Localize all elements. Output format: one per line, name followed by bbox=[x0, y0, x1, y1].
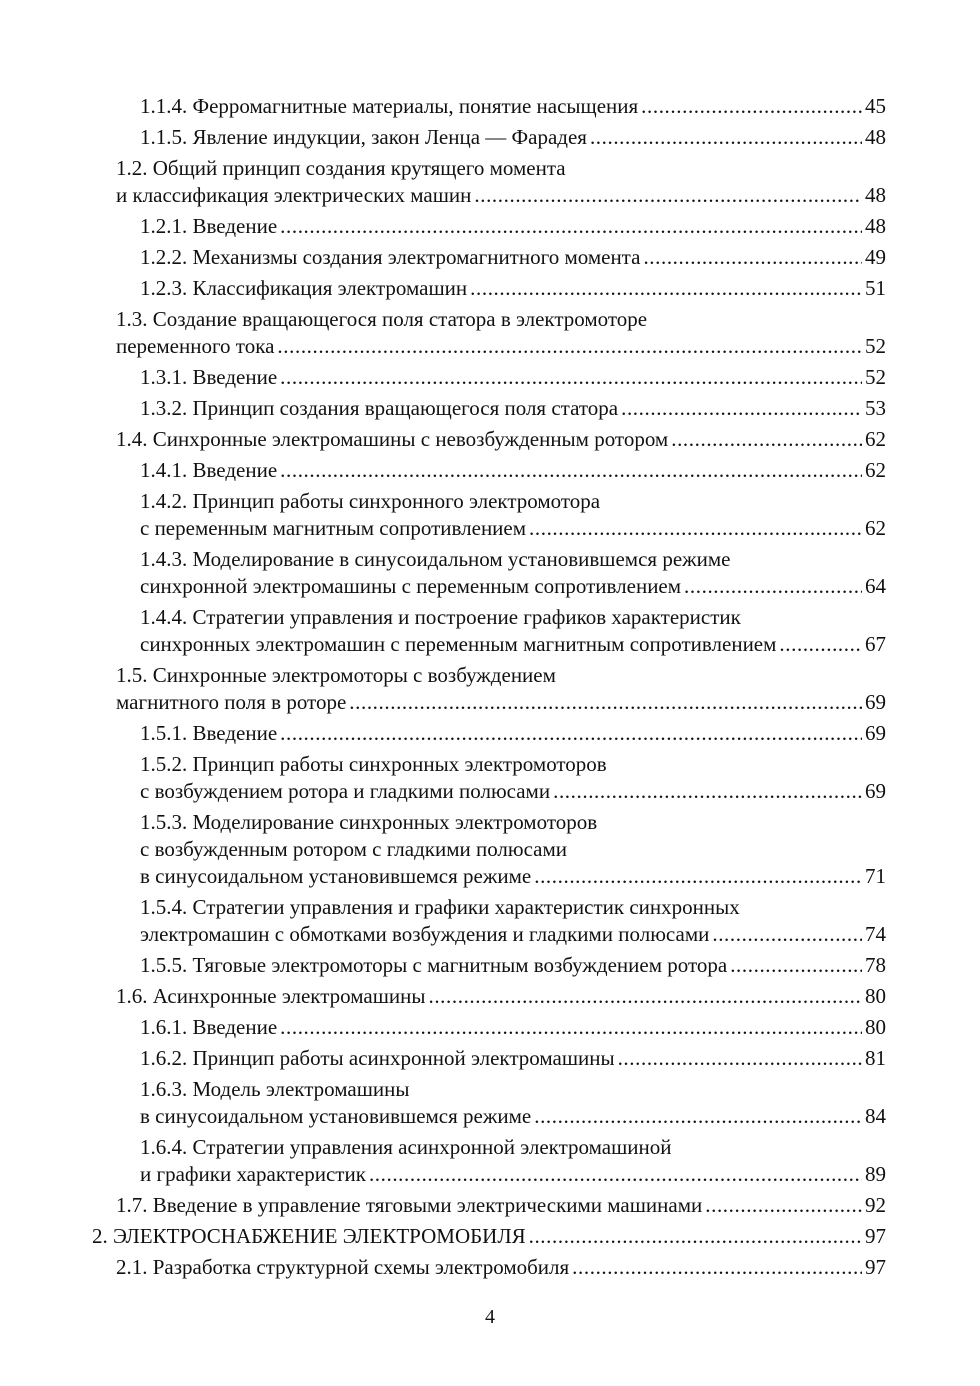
toc-entry[interactable] bbox=[92, 1223, 886, 1250]
toc-leader-dots bbox=[529, 1223, 862, 1250]
toc-entry-title: переменного тока bbox=[116, 334, 275, 358]
toc-page-number: 48 bbox=[865, 125, 886, 149]
toc-entry[interactable] bbox=[140, 488, 886, 542]
toc-leader-dots bbox=[277, 333, 862, 360]
toc-leader-dots bbox=[671, 426, 862, 453]
toc-entry-title: с возбужденным ротором с гладкими полюсами bbox=[140, 837, 568, 861]
toc-page-number: 64 bbox=[865, 574, 886, 598]
toc-leader-dots bbox=[349, 689, 862, 716]
toc-entry-title: 1.1.4. Ферромагнитные материалы, понятие насыщения bbox=[140, 94, 639, 118]
toc-entry[interactable] bbox=[140, 751, 886, 805]
toc-entry[interactable] bbox=[140, 546, 886, 600]
toc-entry[interactable] bbox=[116, 426, 886, 453]
toc-entry[interactable] bbox=[140, 457, 886, 484]
toc-entry-title: 1.4. Синхронные электромашины с невозбужденным ротором bbox=[116, 427, 669, 451]
toc-page-number: 52 bbox=[865, 365, 886, 389]
toc-page-number: 69 bbox=[865, 690, 886, 714]
toc-entry[interactable] bbox=[116, 983, 886, 1010]
toc-entry[interactable] bbox=[140, 894, 886, 948]
toc-leader-dots bbox=[621, 395, 862, 422]
toc-entry-title: в синусоидальном установившемся режиме bbox=[140, 1104, 532, 1128]
toc-leader-dots bbox=[643, 244, 862, 271]
toc-entry[interactable] bbox=[116, 1192, 886, 1219]
toc-entry-title: 1.5.2. Принцип работы синхронных электромоторов bbox=[140, 752, 607, 776]
toc-page-number: 62 bbox=[865, 458, 886, 482]
toc-entry-title: 1.1.5. Явление индукции, закон Ленца — Фарадея bbox=[140, 125, 587, 149]
toc-page-number: 49 bbox=[865, 245, 886, 269]
toc-leader-dots bbox=[730, 952, 862, 979]
toc-entry[interactable] bbox=[140, 395, 886, 422]
toc-entry[interactable] bbox=[140, 364, 886, 391]
toc-page-number: 51 bbox=[865, 276, 886, 300]
toc-leader-dots bbox=[280, 1014, 862, 1041]
toc-page-number: 78 bbox=[865, 953, 886, 977]
toc-leader-dots bbox=[529, 515, 862, 542]
toc-entry-title: 1.6.4. Стратегии управления асинхронной электромашиной bbox=[140, 1135, 672, 1159]
toc-leader-dots bbox=[779, 631, 862, 658]
toc-page-number: 69 bbox=[865, 721, 886, 745]
toc-entry-title: 1.6.3. Модель электромашины bbox=[140, 1077, 410, 1101]
toc-page-number: 97 bbox=[865, 1224, 886, 1248]
toc-entry-title: 1.5.3. Моделирование синхронных электромоторов bbox=[140, 810, 598, 834]
toc-page-number: 92 bbox=[865, 1193, 886, 1217]
toc-entry[interactable] bbox=[140, 213, 886, 240]
toc-entry-title: синхронных электромашин с переменным магнитным сопротивлением bbox=[140, 632, 777, 656]
toc-entry[interactable] bbox=[140, 1045, 886, 1072]
toc-entry-title: 1.3.1. Введение bbox=[140, 365, 278, 389]
toc-entry-title: 1.2.1. Введение bbox=[140, 214, 278, 238]
toc-page-number: 69 bbox=[865, 779, 886, 803]
toc-leader-dots bbox=[641, 93, 862, 120]
toc-page-number: 62 bbox=[865, 427, 886, 451]
toc-leader-dots bbox=[428, 983, 862, 1010]
toc-page-number: 45 bbox=[865, 94, 886, 118]
toc-entry[interactable] bbox=[116, 662, 886, 716]
toc-entry-title: с переменным магнитным сопротивлением bbox=[140, 516, 527, 540]
toc-entry-title: 1.2.3. Классификация электромашин bbox=[140, 276, 468, 300]
toc-page-number: 62 bbox=[865, 516, 886, 540]
toc-entry-title: магнитного поля в роторе bbox=[116, 690, 347, 714]
toc-entry[interactable] bbox=[116, 306, 886, 360]
toc-page-number: 48 bbox=[865, 214, 886, 238]
toc-leader-dots bbox=[280, 720, 862, 747]
toc-entry-title: 1.3. Создание вращающегося поля статора в электромоторе bbox=[116, 307, 648, 331]
toc-entry-title: электромашин с обмотками возбуждения и гладкими полюсами bbox=[140, 922, 710, 946]
toc-entry[interactable] bbox=[116, 155, 886, 209]
toc-leader-dots bbox=[590, 124, 862, 151]
toc-entry[interactable] bbox=[140, 604, 886, 658]
toc-leader-dots bbox=[572, 1254, 862, 1281]
toc-entry[interactable] bbox=[140, 952, 886, 979]
toc-leader-dots bbox=[534, 1103, 862, 1130]
toc-leader-dots bbox=[280, 213, 862, 240]
toc-entry-title: 1.4.2. Принцип работы синхронного электромотора bbox=[140, 489, 601, 513]
toc-entry-title: 1.4.1. Введение bbox=[140, 458, 278, 482]
toc-entry-title: и графики характеристик bbox=[140, 1162, 366, 1186]
toc-page-number: 89 bbox=[865, 1162, 886, 1186]
toc-entry-title: 1.3.2. Принцип создания вращающегося поля статора bbox=[140, 396, 619, 420]
toc-leader-dots bbox=[369, 1161, 862, 1188]
toc-leader-dots bbox=[474, 182, 862, 209]
toc-leader-dots bbox=[618, 1045, 862, 1072]
toc-entry-title: 1.5. Синхронные электромоторы с возбуждением bbox=[116, 663, 556, 687]
toc-entry-title: в синусоидальном установившемся режиме bbox=[140, 864, 532, 888]
toc-page-number: 81 bbox=[865, 1046, 886, 1070]
toc-entry-title: 1.6.1. Введение bbox=[140, 1015, 278, 1039]
toc-leader-dots bbox=[470, 275, 862, 302]
toc-page-number: 84 bbox=[865, 1104, 886, 1128]
toc-entry-title: 2. ЭЛЕКТРОСНАБЖЕНИЕ ЭЛЕКТРОМОБИЛЯ bbox=[92, 1224, 526, 1248]
toc-page-number: 53 bbox=[865, 396, 886, 420]
toc-page-number: 48 bbox=[865, 183, 886, 207]
toc-page-number: 74 bbox=[865, 922, 886, 946]
toc-entry-title: 1.7. Введение в управление тяговыми электрическими машинами bbox=[116, 1193, 703, 1217]
toc-leader-dots bbox=[553, 778, 862, 805]
toc-entry-title: 1.5.4. Стратегии управления и графики характеристик синхронных bbox=[140, 895, 740, 919]
toc-leader-dots bbox=[684, 573, 862, 600]
toc-entry[interactable] bbox=[140, 1014, 886, 1041]
toc-page-number: 80 bbox=[865, 984, 886, 1008]
toc-leader-dots bbox=[534, 863, 862, 890]
toc-leader-dots bbox=[280, 364, 862, 391]
toc-entry-title: синхронной электромашины с переменным сопротивлением bbox=[140, 574, 682, 598]
toc-entry-title: 2.1. Разработка структурной схемы электромобиля bbox=[116, 1255, 570, 1279]
toc-entry[interactable] bbox=[140, 809, 886, 890]
toc-leader-dots bbox=[712, 921, 862, 948]
toc-page-number: 67 bbox=[865, 632, 886, 656]
toc-entry-title: 1.2.2. Механизмы создания электромагнитного момента bbox=[140, 245, 641, 269]
toc-entry-title: 1.6.2. Принцип работы асинхронной электромашины bbox=[140, 1046, 615, 1070]
toc-entry[interactable] bbox=[140, 1134, 886, 1188]
toc-entry[interactable] bbox=[140, 1076, 886, 1130]
toc-page-number: 52 bbox=[865, 334, 886, 358]
toc-leader-dots bbox=[705, 1192, 862, 1219]
toc-entry[interactable] bbox=[140, 720, 886, 747]
toc-entry-title: 1.2. Общий принцип создания крутящего момента bbox=[116, 156, 566, 180]
toc-entry-title: 1.4.4. Стратегии управления и построение графиков характеристик bbox=[140, 605, 741, 629]
toc-entry[interactable] bbox=[140, 93, 886, 120]
toc-page-number: 80 bbox=[865, 1015, 886, 1039]
toc-entry-title: 1.6. Асинхронные электромашины bbox=[116, 984, 426, 1008]
toc-leader-dots bbox=[280, 457, 862, 484]
toc-entry[interactable] bbox=[140, 124, 886, 151]
toc-entry[interactable] bbox=[140, 244, 886, 271]
toc-entry-title: 1.5.1. Введение bbox=[140, 721, 278, 745]
toc-entry-title: 1.4.3. Моделирование в синусоидальном установившемся режиме bbox=[140, 547, 731, 571]
toc-page-number: 71 bbox=[865, 864, 886, 888]
toc-entry-title: с возбуждением ротора и гладкими полюсами bbox=[140, 779, 551, 803]
page-number: 4 bbox=[485, 1306, 495, 1328]
toc-entry-title: 1.5.5. Тяговые электромоторы с магнитным возбуждением ротора bbox=[140, 953, 728, 977]
toc-entry-title: и классификация электрических машин bbox=[116, 183, 472, 207]
table-of-contents bbox=[0, 93, 980, 1281]
toc-entry[interactable] bbox=[116, 1254, 886, 1281]
toc-page-number: 97 bbox=[865, 1255, 886, 1279]
toc-entry[interactable] bbox=[140, 275, 886, 302]
